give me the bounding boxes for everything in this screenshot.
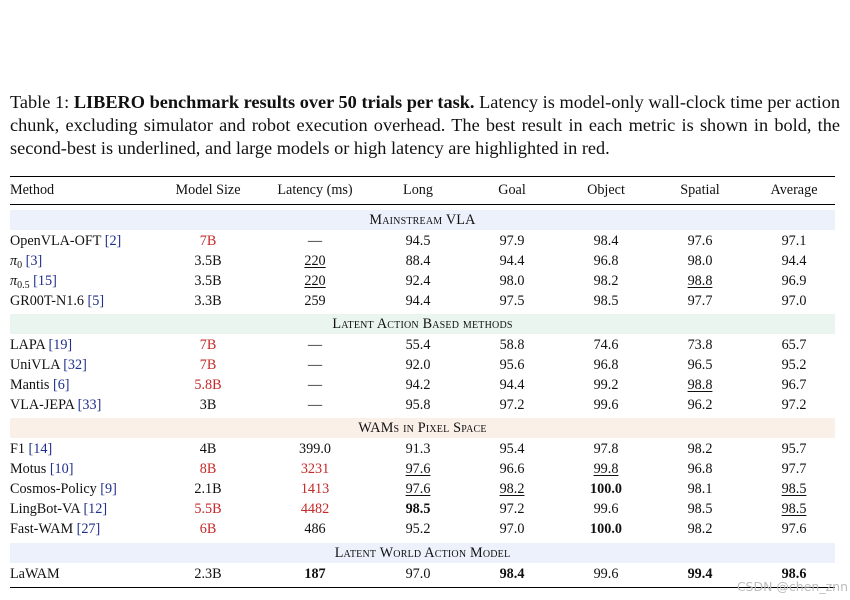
model-size-cell: 4B <box>199 441 217 457</box>
table-row <box>10 499 835 519</box>
method-name: Mantis <box>10 377 50 393</box>
goal-cell: 95.4 <box>499 441 525 457</box>
average-cell: 97.2 <box>781 397 807 413</box>
model-size-cell: 8B <box>199 461 217 477</box>
table-row <box>10 355 835 375</box>
header-method: Method <box>10 182 55 198</box>
spatial-cell: 98.0 <box>687 253 713 269</box>
latency-cell: — <box>307 233 323 249</box>
long-cell: 92.4 <box>405 273 431 289</box>
long-cell: 94.4 <box>405 293 431 309</box>
citation-link[interactable]: [2] <box>104 233 122 249</box>
goal-cell: 94.4 <box>499 377 525 393</box>
table-row <box>10 231 835 251</box>
latency-cell: 220 <box>304 253 326 269</box>
average-cell: 97.0 <box>781 293 807 309</box>
long-cell: 95.2 <box>405 521 431 537</box>
model-size-cell: 5.5B <box>194 501 222 517</box>
object-cell: 97.8 <box>593 441 619 457</box>
header-object: Object <box>587 182 625 198</box>
object-cell: 99.2 <box>593 377 619 393</box>
object-cell: 99.6 <box>593 501 619 517</box>
watermark: CSDN @chen_znn <box>736 579 848 594</box>
average-cell: 98.5 <box>781 501 807 517</box>
goal-cell: 97.9 <box>499 233 525 249</box>
spatial-cell: 97.6 <box>687 233 713 249</box>
latency-cell: 1413 <box>300 481 330 497</box>
model-size-cell: 3.5B <box>194 253 222 269</box>
model-size-cell: 2.3B <box>194 566 222 582</box>
method-name: OpenVLA-OFT <box>10 233 102 249</box>
goal-cell: 97.2 <box>499 501 525 517</box>
latency-cell: — <box>307 357 323 373</box>
latency-cell: 220 <box>304 273 326 289</box>
average-cell: 97.6 <box>781 521 807 537</box>
section-header: Mainstream VLA <box>10 210 835 230</box>
spatial-cell: 73.8 <box>687 337 713 353</box>
spatial-cell: 98.8 <box>687 377 713 393</box>
table-bottom-rule <box>10 587 835 588</box>
model-size-cell: 5.8B <box>194 377 222 393</box>
average-cell: 95.2 <box>781 357 807 373</box>
long-cell: 95.8 <box>405 397 431 413</box>
model-size-cell: 3B <box>199 397 217 413</box>
method-cell <box>10 519 100 539</box>
spatial-cell: 98.2 <box>687 521 713 537</box>
method-name: LAPA <box>10 337 45 353</box>
caption-label: Table 1: <box>10 92 70 112</box>
object-cell: 100.0 <box>590 481 622 497</box>
goal-cell: 58.8 <box>499 337 525 353</box>
section-header: WAMs in Pixel Space <box>10 418 835 438</box>
section-header: Latent World Action Model <box>10 543 835 563</box>
method-cell <box>10 375 70 395</box>
object-cell: 99.6 <box>593 566 619 582</box>
citation-link[interactable]: [12] <box>83 501 108 517</box>
method-cell <box>10 355 87 375</box>
spatial-cell: 96.2 <box>687 397 713 413</box>
goal-cell: 97.5 <box>499 293 525 309</box>
table-row <box>10 251 835 271</box>
method-cell <box>10 499 107 519</box>
latency-cell: 486 <box>304 521 326 537</box>
spatial-cell: 96.8 <box>687 461 713 477</box>
long-cell: 97.6 <box>405 461 431 477</box>
spatial-cell: 97.7 <box>687 293 713 309</box>
long-cell: 91.3 <box>405 441 431 457</box>
method-subscript: 0.5 <box>17 280 30 291</box>
method-cell <box>10 335 72 355</box>
latency-cell: — <box>307 377 323 393</box>
header-latency: Latency (ms) <box>277 182 353 198</box>
method-name: VLA-JEPA <box>10 397 75 413</box>
spatial-cell: 96.5 <box>687 357 713 373</box>
spatial-cell: 99.4 <box>687 566 713 582</box>
model-size-cell: 7B <box>199 357 217 373</box>
latency-cell: — <box>307 397 323 413</box>
table-header-row <box>10 180 835 200</box>
goal-cell: 95.6 <box>499 357 525 373</box>
object-cell: 98.2 <box>593 273 619 289</box>
method-cell <box>10 439 52 459</box>
long-cell: 97.0 <box>405 566 431 582</box>
caption-body: Latency is model-only wall-clock time per action chunk, excluding simulator and robot execution overhead. The best result in each metric is shown in bold, the second-best is underlined, and large models or high latency are highlighted in red. <box>10 92 840 158</box>
latency-cell: 4482 <box>300 501 330 517</box>
goal-cell: 98.0 <box>499 273 525 289</box>
table-row <box>10 335 835 355</box>
object-cell: 100.0 <box>590 521 622 537</box>
citation-link[interactable]: [9] <box>100 481 117 497</box>
citation-link[interactable]: [19] <box>48 337 73 353</box>
table-row <box>10 564 835 584</box>
table-caption <box>10 91 840 160</box>
object-cell: 98.4 <box>593 233 619 249</box>
method-subscript: 0 <box>17 260 23 271</box>
citation-link[interactable]: [32] <box>63 357 87 373</box>
citation-link[interactable]: [3] <box>25 253 43 269</box>
average-cell: 98.6 <box>781 566 807 582</box>
citation-link[interactable]: [6] <box>52 377 70 393</box>
method-name: π <box>10 253 18 269</box>
latency-cell: 259 <box>304 293 326 309</box>
model-size-cell: 7B <box>199 337 217 353</box>
method-name: GR00T-N1.6 <box>10 293 84 309</box>
goal-cell: 98.2 <box>499 481 525 497</box>
header-spatial: Spatial <box>680 182 720 198</box>
citation-link[interactable]: [10] <box>49 461 74 477</box>
table-row <box>10 375 835 395</box>
method-name: π <box>10 273 18 289</box>
method-name: LaWAM <box>10 566 60 582</box>
average-cell: 97.1 <box>781 233 807 249</box>
method-cell <box>10 459 73 479</box>
object-cell: 96.8 <box>593 253 619 269</box>
latency-cell: — <box>307 337 323 353</box>
object-cell: 74.6 <box>593 337 619 353</box>
goal-cell: 94.4 <box>499 253 525 269</box>
long-cell: 94.5 <box>405 233 431 249</box>
latency-cell: 399.0 <box>299 441 331 457</box>
goal-cell: 98.4 <box>499 566 525 582</box>
citation-link[interactable]: [33] <box>77 397 102 413</box>
method-cell <box>10 291 104 311</box>
average-cell: 96.7 <box>781 377 807 393</box>
header-goal: Goal <box>498 182 526 198</box>
long-cell: 88.4 <box>405 253 431 269</box>
model-size-cell: 3.3B <box>194 293 222 309</box>
table-top-rule <box>10 176 835 177</box>
table-row <box>10 459 835 479</box>
section-header: Latent Action Based methods <box>10 314 835 334</box>
method-name: LingBot-VA <box>10 501 80 517</box>
header-model-size: Model Size <box>175 182 241 198</box>
table-row <box>10 291 835 311</box>
model-size-cell: 7B <box>199 233 217 249</box>
long-cell: 55.4 <box>405 337 431 353</box>
table-row <box>10 479 835 499</box>
object-cell: 99.6 <box>593 397 619 413</box>
long-cell: 92.0 <box>405 357 431 373</box>
long-cell: 98.5 <box>405 501 431 517</box>
spatial-cell: 98.8 <box>687 273 713 289</box>
average-cell: 65.7 <box>781 337 807 353</box>
citation-link[interactable]: [27] <box>76 521 101 537</box>
header-long: Long <box>403 182 433 198</box>
method-name: Fast-WAM <box>10 521 74 537</box>
table-row <box>10 271 835 291</box>
latency-cell: 3231 <box>300 461 330 477</box>
average-cell: 97.7 <box>781 461 807 477</box>
method-name: UniVLA <box>10 357 60 373</box>
table-row <box>10 439 835 459</box>
method-cell <box>10 479 117 499</box>
citation-link[interactable]: [14] <box>28 441 53 457</box>
latency-cell: 187 <box>304 566 326 582</box>
spatial-cell: 98.1 <box>687 481 713 497</box>
method-cell <box>10 231 121 251</box>
method-name: F1 <box>10 441 25 457</box>
long-cell: 94.2 <box>405 377 431 393</box>
model-size-cell: 6B <box>199 521 217 537</box>
goal-cell: 97.2 <box>499 397 525 413</box>
goal-cell: 97.0 <box>499 521 525 537</box>
object-cell: 98.5 <box>593 293 619 309</box>
model-size-cell: 3.5B <box>194 273 222 289</box>
method-cell <box>10 564 60 584</box>
model-size-cell: 2.1B <box>194 481 222 497</box>
spatial-cell: 98.5 <box>687 501 713 517</box>
citation-link[interactable]: [5] <box>87 293 105 309</box>
method-cell <box>10 395 101 415</box>
caption-title: LIBERO benchmark results over 50 trials per task. <box>73 92 475 112</box>
object-cell: 99.8 <box>593 461 619 477</box>
table-row <box>10 395 835 415</box>
table-header-rule <box>10 204 835 205</box>
average-cell: 95.7 <box>781 441 807 457</box>
long-cell: 97.6 <box>405 481 431 497</box>
object-cell: 96.8 <box>593 357 619 373</box>
average-cell: 94.4 <box>781 253 807 269</box>
goal-cell: 96.6 <box>499 461 525 477</box>
average-cell: 98.5 <box>781 481 807 497</box>
average-cell: 96.9 <box>781 273 807 289</box>
table-row <box>10 519 835 539</box>
citation-link[interactable]: [15] <box>33 273 57 289</box>
method-name: Motus <box>10 461 47 477</box>
spatial-cell: 98.2 <box>687 441 713 457</box>
header-average: Average <box>770 182 818 198</box>
method-name: Cosmos-Policy <box>10 481 97 497</box>
